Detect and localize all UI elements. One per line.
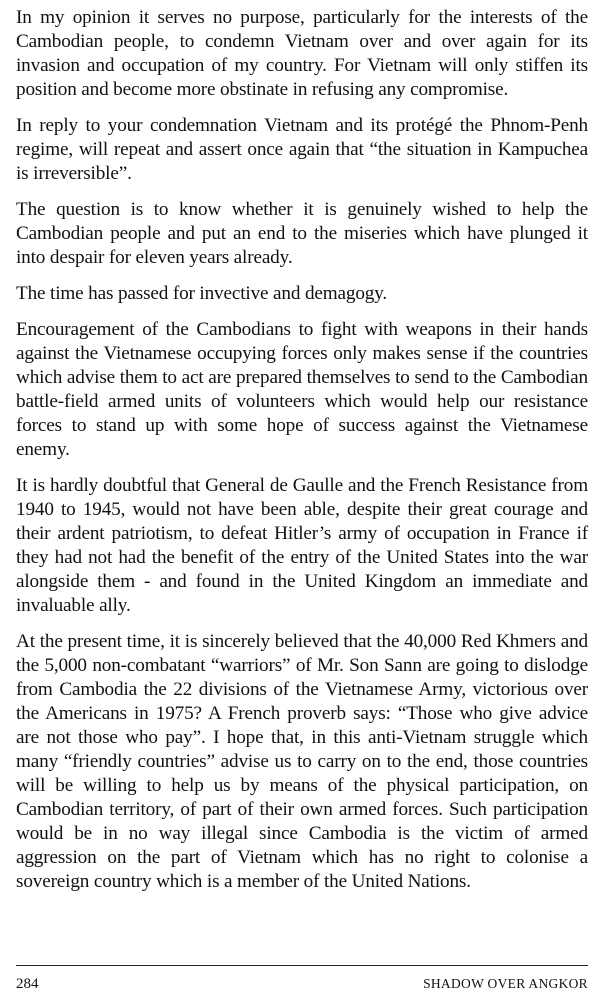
paragraph-1: In my opinion it serves no purpose, particularly for the interests of the Cambodian people, to condemn Vietnam over and over again for its invasion and occupation of my country. For Vietnam will only stiffen its position and become more obstinate in refusing any compromise. [16, 7, 588, 100]
page-footer [16, 975, 588, 993]
page-body [16, 6, 588, 894]
paragraph-3: The question is to know whether it is genuinely wished to help the Cambodian people and put an end to the miseries which have plunged it into despair for eleven years already. [16, 199, 588, 268]
paragraph-4: The time has passed for invective and demagogy. [16, 283, 388, 304]
paragraph-5: Encouragement of the Cambodians to fight with weapons in their hands against the Vietnamese occupying forces only makes sense if the countries which advise them to act are prepared themselves to send to the Cambodian battle-field armed units of volunteers which would help our resistance forces to stand up with some hope of success against the Vietnamese enemy. [16, 319, 588, 460]
page-number: 284 [16, 976, 39, 992]
paragraph-7: At the present time, it is sincerely believed that the 40,000 Red Khmers and the 5,000 non-combatant “warriors” of Mr. Son Sann are going to dislodge from Cambodia the 22 divisions of the Vietnamese Army, victorious over the Americans in 1975? A French proverb says: “Those who give advice are not those who pay”. I hope that, in this anti-Vietnam struggle which many “friendly countries” advise us to carry on to the end, those countries will be willing to help us by means of the physical participation, on Cambodian territory, of part of their own armed forces. Such participation would be in no way illegal since Cambodia is the victim of armed aggression on the part of Vietnam which has no right to colonise a sovereign country which is a member of the United Nations. [16, 631, 588, 892]
paragraph-2: In reply to your condemnation Vietnam and its protégé the Phnom-Penh regime, will repeat and assert once again that “the situation in Kampuchea is irreversible”. [16, 115, 588, 184]
footer-rule [16, 965, 588, 966]
paragraph-6: It is hardly doubtful that General de Gaulle and the French Resistance from 1940 to 1945, would not have been able, despite their great courage and their ardent patriotism, to defeat Hitler’s army of occupation in France if they had not had the benefit of the entry of the United States into the war alongside them - and found in the United Kingdom an immediate and invaluable ally. [16, 475, 588, 616]
running-title: SHADOW OVER ANGKOR [423, 976, 588, 991]
